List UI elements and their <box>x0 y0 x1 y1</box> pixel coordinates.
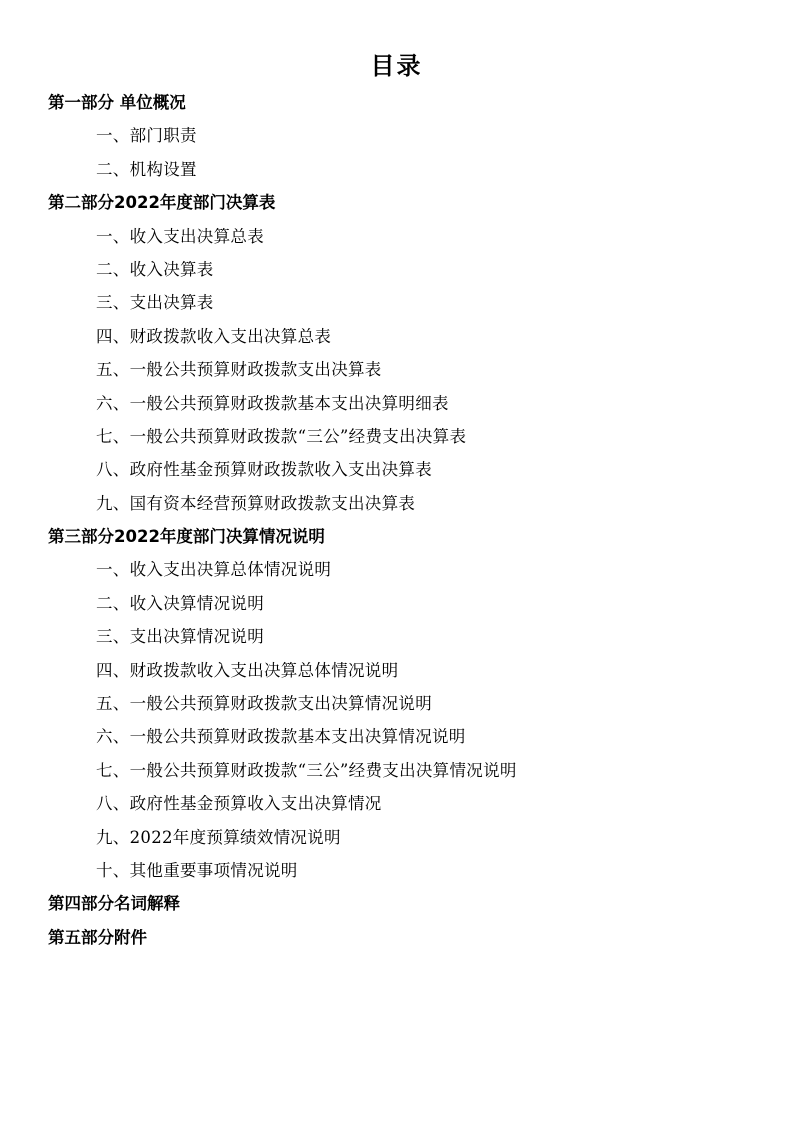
toc-part-1 <box>0 86 793 186</box>
toc-item: 六、一般公共预算财政拨款基本支出决算情况说明 <box>96 727 466 747</box>
toc-item: 五、一般公共预算财政拨款支出决算表 <box>96 360 382 380</box>
toc-item: 八、政府性基金预算收入支出决算情况 <box>96 794 382 814</box>
toc-item: 七、一般公共预算财政拨款“三公”经费支出决算表 <box>96 426 467 446</box>
toc-item: 六、一般公共预算财政拨款基本支出决算明细表 <box>96 393 449 413</box>
toc-item: 一、部门职责 <box>96 126 197 146</box>
toc-item: 五、一般公共预算财政拨款支出决算情况说明 <box>96 694 432 714</box>
part-items <box>0 220 793 521</box>
part-heading: 第一部分 单位概况 <box>48 93 186 112</box>
toc-part-5 <box>0 921 793 954</box>
toc-item: 九、国有资本经营预算财政拨款支出决算表 <box>96 493 416 513</box>
toc-item: 九、2022年度预算绩效情况说明 <box>96 827 341 847</box>
toc-item: 二、收入决算情况说明 <box>96 593 264 613</box>
toc-item: 四、财政拨款收入支出决算总表 <box>96 326 332 346</box>
toc-item: 二、机构设置 <box>96 159 197 179</box>
part-heading: 第二部分2022年度部门决算表 <box>48 193 276 213</box>
toc-part-3 <box>0 520 793 887</box>
toc-item: 三、支出决算情况说明 <box>96 627 264 647</box>
part-items <box>0 119 793 186</box>
part-heading: 第三部分2022年度部门决算情况说明 <box>48 527 325 547</box>
table-of-contents <box>0 86 793 954</box>
part-heading: 第五部分附件 <box>48 927 147 947</box>
toc-item: 一、收入支出决算总表 <box>96 226 264 246</box>
toc-part-2 <box>0 186 793 520</box>
page-title: 目录 <box>370 52 423 80</box>
toc-item: 七、一般公共预算财政拨款“三公”经费支出决算情况说明 <box>96 760 517 780</box>
toc-item: 一、收入支出决算总体情况说明 <box>96 560 332 580</box>
toc-item: 二、收入决算表 <box>96 259 214 279</box>
part-heading: 第四部分名词解释 <box>48 894 180 914</box>
part-items <box>0 553 793 887</box>
toc-item: 四、财政拨款收入支出决算总体情况说明 <box>96 660 399 680</box>
toc-item: 三、支出决算表 <box>96 293 214 313</box>
toc-item: 八、政府性基金预算财政拨款收入支出决算表 <box>96 460 432 480</box>
toc-item: 十、其他重要事项情况说明 <box>96 860 298 880</box>
toc-part-4 <box>0 887 793 920</box>
